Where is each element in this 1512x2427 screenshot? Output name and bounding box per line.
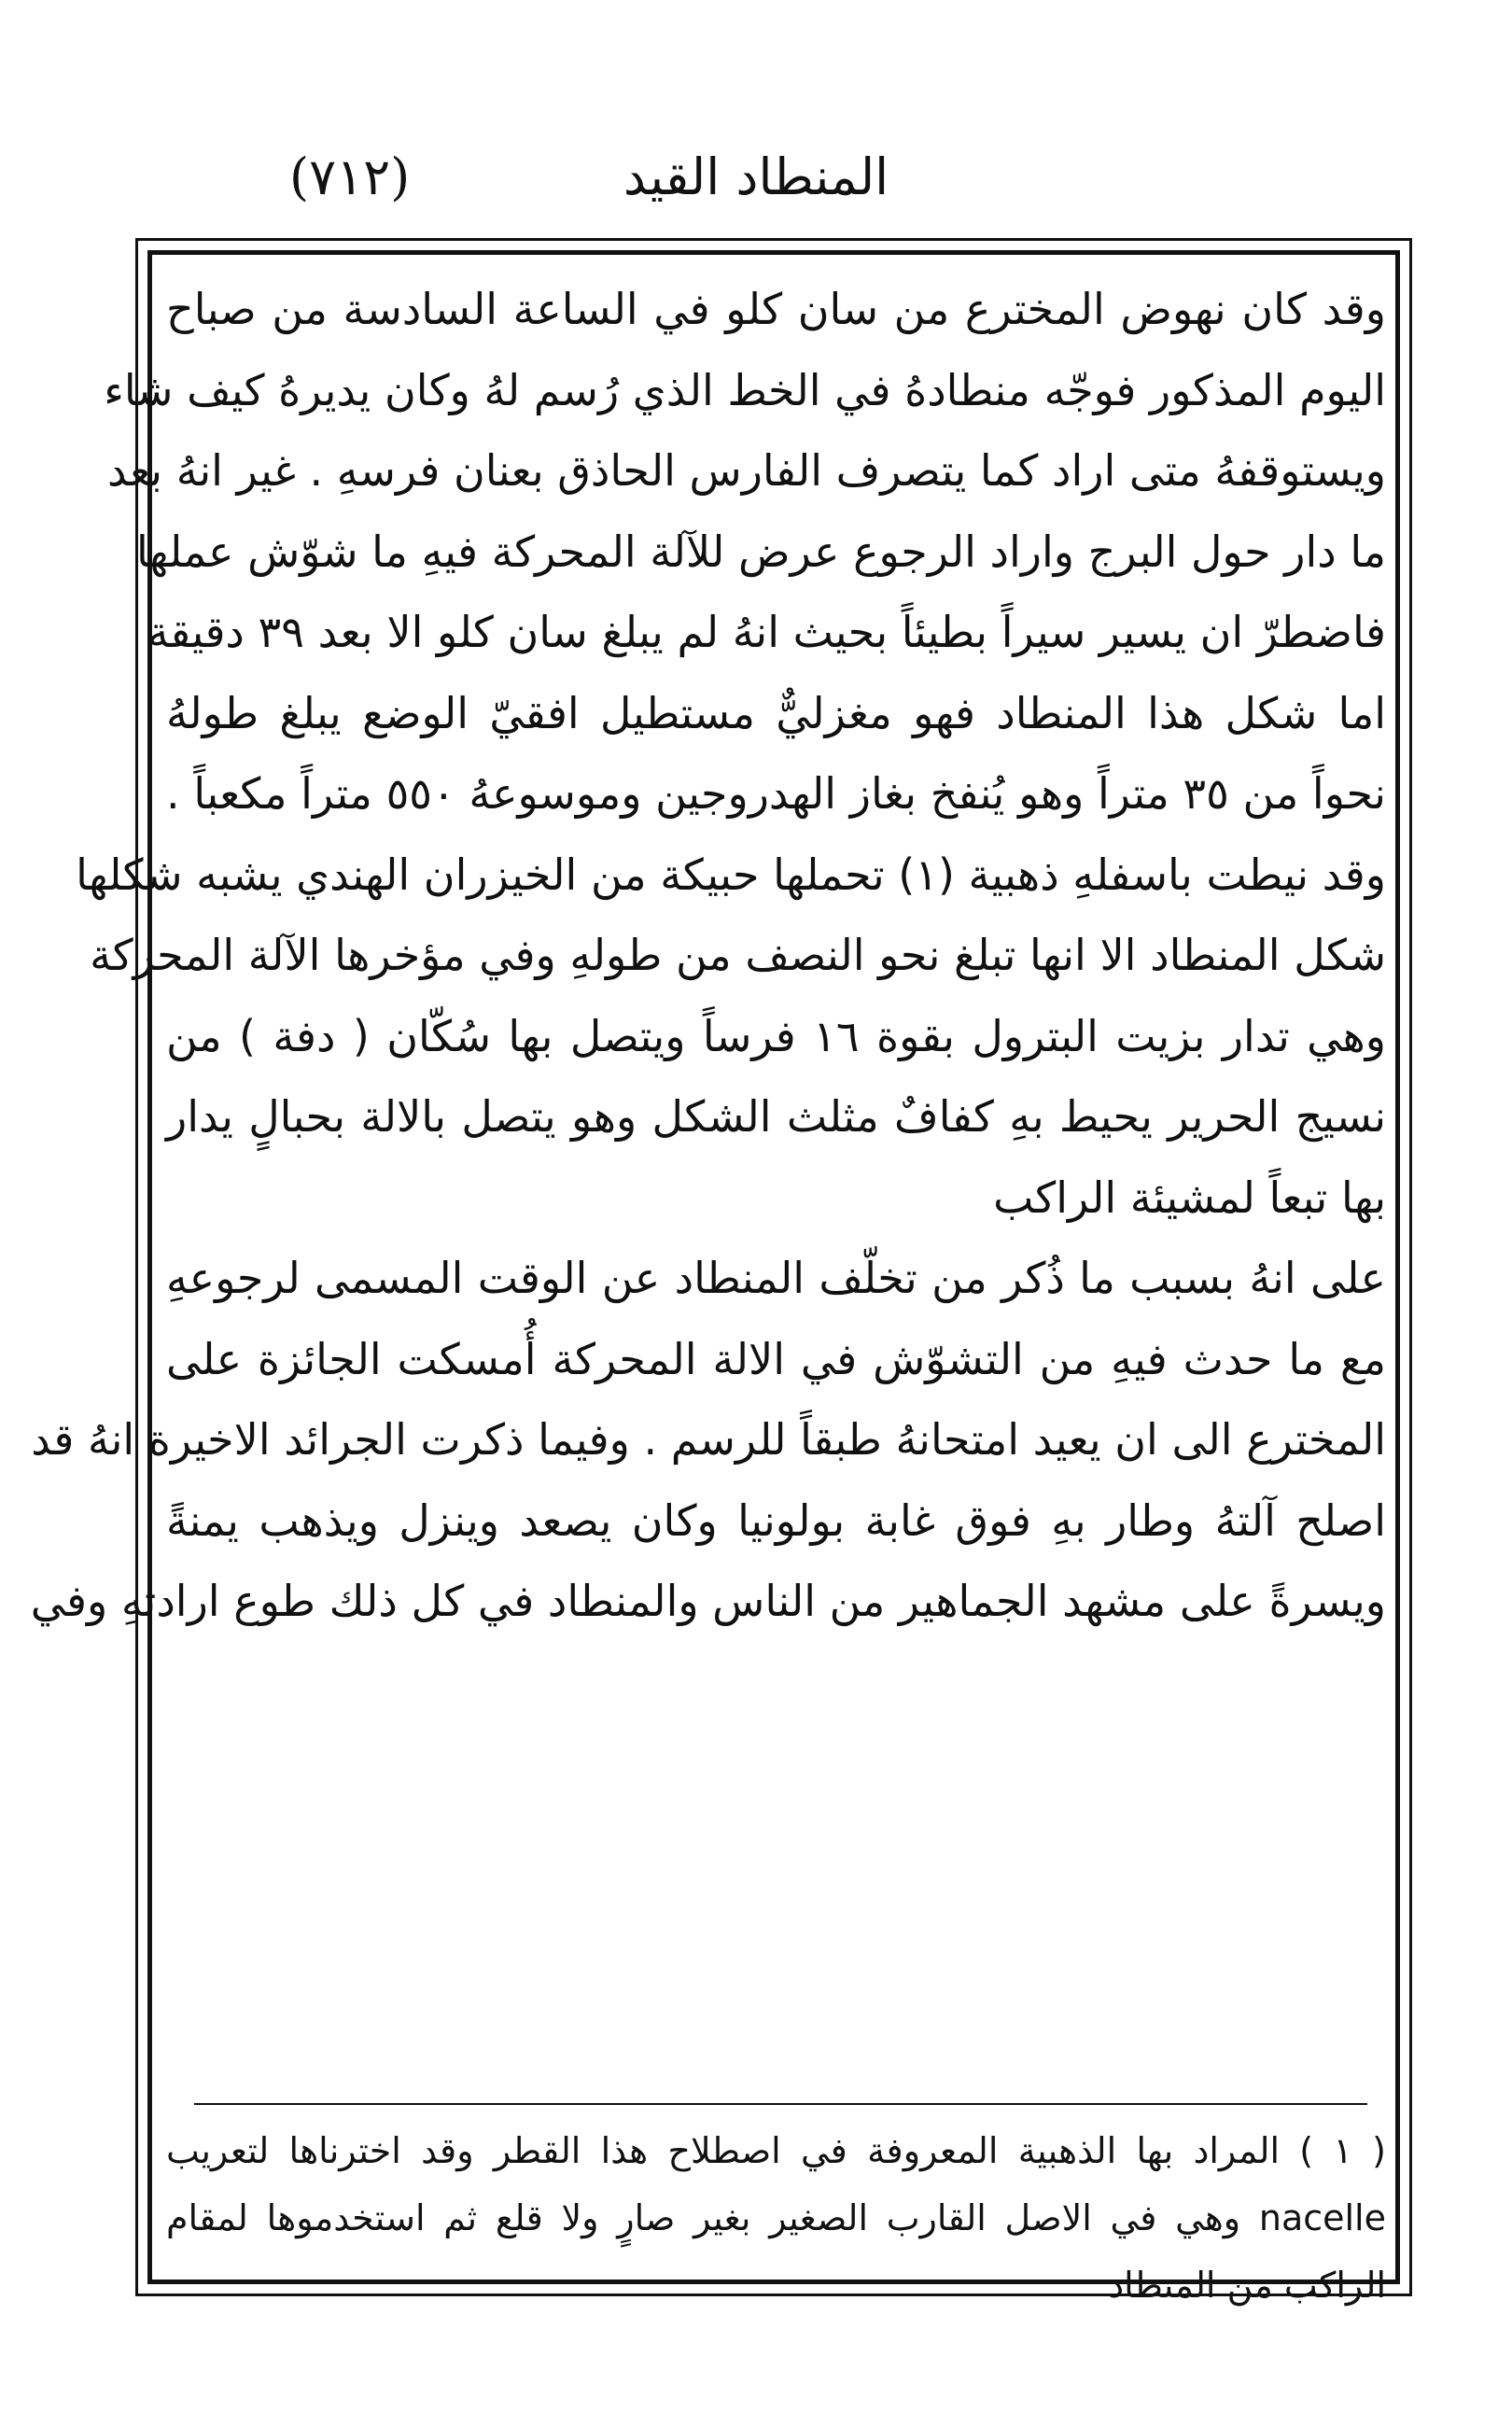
footnote-line: nacelle وهي في الاصل القارب الصغير بغير صارٍ ولا قلع ثم استخدموها لمقام — [166, 2197, 1386, 2238]
footnote-rule — [194, 2103, 1367, 2105]
page-number: (٧١٢) — [289, 147, 411, 206]
body-line: اليوم المذكور فوجّه منطادهُ في الخط الذي رُسم لهُ وكان يديرهُ كيف شاء — [104, 364, 1386, 415]
body-line: ويسرةً على مشهد الجماهير من الناس والمنطاد في كل ذلك طوع ارادتهِ وفي — [30, 1576, 1386, 1626]
body-line: وقد كان نهوض المخترع من سان كلو في الساعة السادسة من صباح — [166, 284, 1386, 334]
page-header — [140, 140, 1372, 215]
body-line: بها تبعاً لمشيئة الراكب — [993, 1171, 1386, 1223]
body-line: اصلح آلتهُ وطار بهِ فوق غابة بولونيا وكان يصعد وينزل ويذهب يمنةً — [166, 1494, 1386, 1546]
page-frame — [30, 238, 1412, 2306]
running-title: المنطاد القيد — [623, 147, 889, 206]
body-line: مع ما حدث فيهِ من التشوّش في الالة المحركة أُمسكت الجائزة على — [166, 1333, 1386, 1384]
body-line: ما دار حول البرج واراد الرجوع عرض للآلة المحركة فيهِ ما شوّش عملها — [135, 526, 1386, 577]
footnote — [166, 2117, 1386, 2319]
body-line: وهي تدار بزيت البترول بقوة ١٦ فرساً ويتصل بها سُكّان ( دفة ) من — [166, 1010, 1386, 1061]
body-line: المخترع الى ان يعيد امتحانهُ طبقاً للرسم . وفيما ذكرت الجرائد الاخيرة انهُ قد — [31, 1414, 1386, 1465]
body-line: نسيج الحرير يحيط بهِ كفافٌ مثلث الشكل وهو يتصل بالالة بحبالٍ يدار — [166, 1091, 1386, 1142]
body-line: وقد نيطت باسفلهِ ذهبية (١) تحملها حبيكة من الخيزران الهندي يشبه شكلها — [76, 849, 1386, 900]
footnote-line: الراكب من المنطاد — [1108, 2265, 1386, 2306]
body-line: نحواً من ٣٥ متراً وهو يُنفخ بغاز الهدروجين وموسوعهُ ٥٥٠ متراً مكعباً . — [166, 768, 1386, 819]
body-line: ويستوقفهُ متى اراد كما يتصرف الفارس الحاذق بعنان فرسهِ . غير انهُ بعد — [106, 445, 1386, 496]
footnote-line: ( ١ ) المراد بها الذهبية المعروفة في اصطلاح هذا القطر وقد اخترناها لتعريب — [166, 2130, 1386, 2171]
body-line: على انهُ بسبب ما ذُكر من تخلّف المنطاد عن الوقت المسمى لرجوعهِ — [166, 1253, 1386, 1303]
body-line: اما شكل هذا المنطاد فهو مغزليٌّ مستطيل افقيّ الوضع يبلغ طولهُ — [166, 687, 1386, 738]
body-text — [30, 269, 1386, 1642]
body-line: شكل المنطاد الا انها تبلغ نحو النصف من طولهِ وفي مؤخرها الآلة المحركة — [90, 930, 1386, 980]
body-line: فاضطرّ ان يسير سيراً بطيئاً بحيث انهُ لم يبلغ سان كلو الا بعد ٣٩ دقيقة — [147, 607, 1386, 657]
